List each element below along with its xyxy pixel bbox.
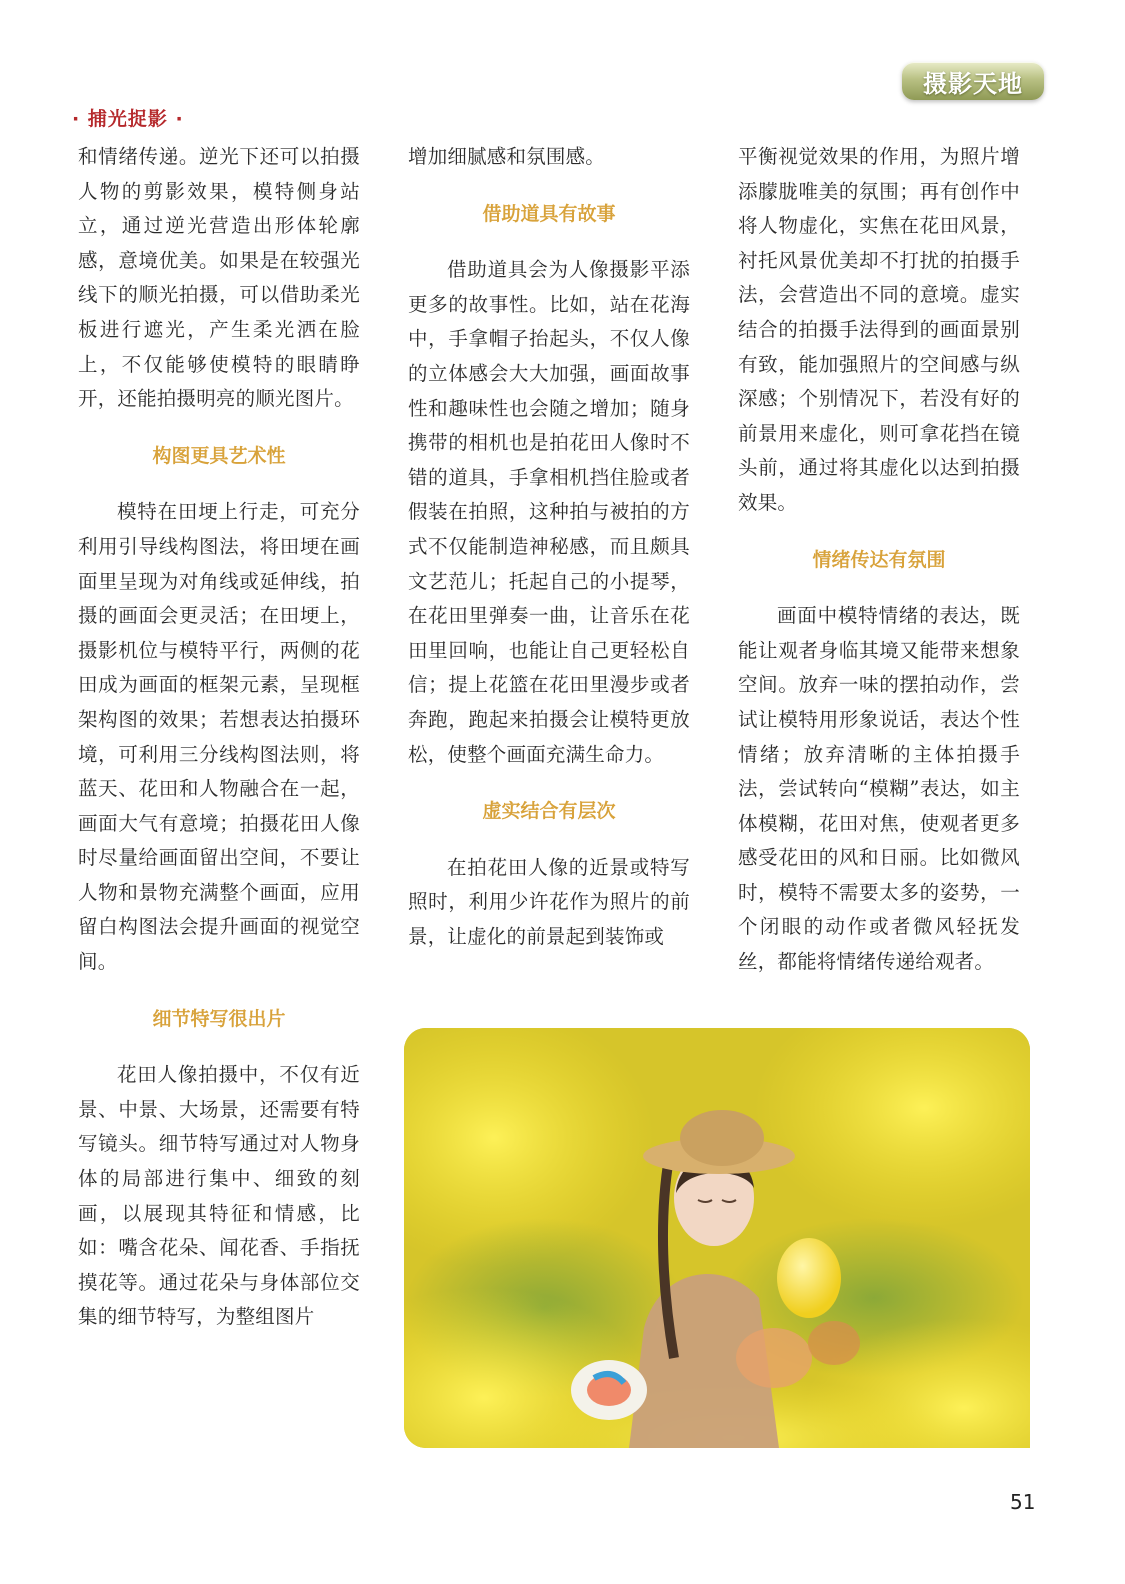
column-label: · 捕光捉影 · <box>72 108 184 130</box>
col2-subheading-1: 借助道具有故事 <box>482 202 616 225</box>
flower-field-portrait-photo <box>404 1028 1030 1448</box>
col3-paragraph-1: 平衡视觉效果的作用，为照片增添朦胧唯美的氛围；再有创作中将人物虚化，实焦在花田风景，衬托风景优美却不打扰的拍摄手法，会营造出不同的意境。虚实结合的拍摄手法得到的画面景别有致，能加强照片的空间感与纵深感；个别情况下，若没有好的前景用来虚化，则可拿花挡在镜头前，通过将其虚化以达到拍摄效果。 <box>738 145 1020 514</box>
col1-paragraph-3: 花田人像拍摄中，不仅有近景、中景、大场景，还需要有特写镜头。细节特写通过对人物身体的局部进行集中、细致的刻画，以展现其特征和情感，比如：嘴含花朵、闻花香、手指抚摸花等。通过花朵与身体部位交集的细节特写，为整组图片 <box>78 1063 360 1329</box>
col2-paragraph-2: 借助道具会为人像摄影平添更多的故事性。比如，站在花海中，手拿帽子抬起头，不仅人像的立体感会大大加强，画面故事性和趣味性也会随之增加；随身携带的相机也是拍花田人像时不错的道具，手拿相机挡住脸或者假装在拍照，这种拍与被拍的方式不仅能制造神秘感，而且颇具文艺范儿；托起自己的小提琴，在花田里弹奏一曲，让音乐在花田里回响，也能让自己更轻松自信；提上花篮在花田里漫步或者奔跑，跑起来拍摄会让模特更放松，使整个画面充满生命力。 <box>408 258 690 766</box>
col1-paragraph-1: 和情绪传递。逆光下还可以拍摄人物的剪影效果，模特侧身站立，通过逆光营造出形体轮廓感，意境优美。如果是在较强光线下的顺光拍摄，可以借助柔光板进行遮光，产生柔光洒在脸上，不仅能够使模特的眼睛睁开，还能拍摄明亮的顺光图片。 <box>78 145 360 411</box>
col1-paragraph-2: 模特在田埂上行走，可充分利用引导线构图法，将田埂在画面里呈现为对角线或延伸线，拍摄的画面会更灵活；在田埂上，摄影机位与模特平行，两侧的花田成为画面的框架元素，呈现框架构图的效果；若想表达拍摄环境，可利用三分线构图法则，将蓝天、花田和人物融合在一起，画面大气有意境；拍摄花田人像时尽量给画面留出空间，不要让人物和景物充满整个画面，应用留白构图法会提升画面的视觉空间。 <box>78 500 360 974</box>
col3-paragraph-2: 画面中模特情绪的表达，既能让观者身临其境又能带来想象空间。放弃一味的摆拍动作，尝试让模特用形象说话，表达个性情绪；放弃清晰的主体拍摄手法，尝试转向“模糊”表达，如主体模糊，花田对焦，使观者更多感受花田的风和日丽。比如微风时，模特不需要太多的姿势，一个闭眼的动作或者微风轻抚发丝，都能将情绪传递给观者。 <box>738 604 1020 974</box>
section-badge: 摄影天地 <box>902 62 1044 100</box>
page-number: 51 <box>1010 1490 1036 1514</box>
article-column-2 <box>408 140 690 954</box>
photo-illustration <box>404 1028 1030 1448</box>
col2-paragraph-1: 增加细腻感和氛围感。 <box>408 145 606 168</box>
col3-subheading-1: 情绪传达有氛围 <box>812 548 946 571</box>
col1-subheading-1: 构图更具艺术性 <box>152 444 286 467</box>
col2-subheading-2: 虚实结合有层次 <box>482 800 616 823</box>
article-column-1 <box>78 140 360 1335</box>
col1-subheading-2: 细节特写很出片 <box>152 1007 286 1030</box>
article-column-3 <box>738 140 1020 980</box>
col2-paragraph-3: 在拍花田人像的近景或特写照时，利用少许花作为照片的前景，让虚化的前景起到装饰或 <box>408 855 690 948</box>
